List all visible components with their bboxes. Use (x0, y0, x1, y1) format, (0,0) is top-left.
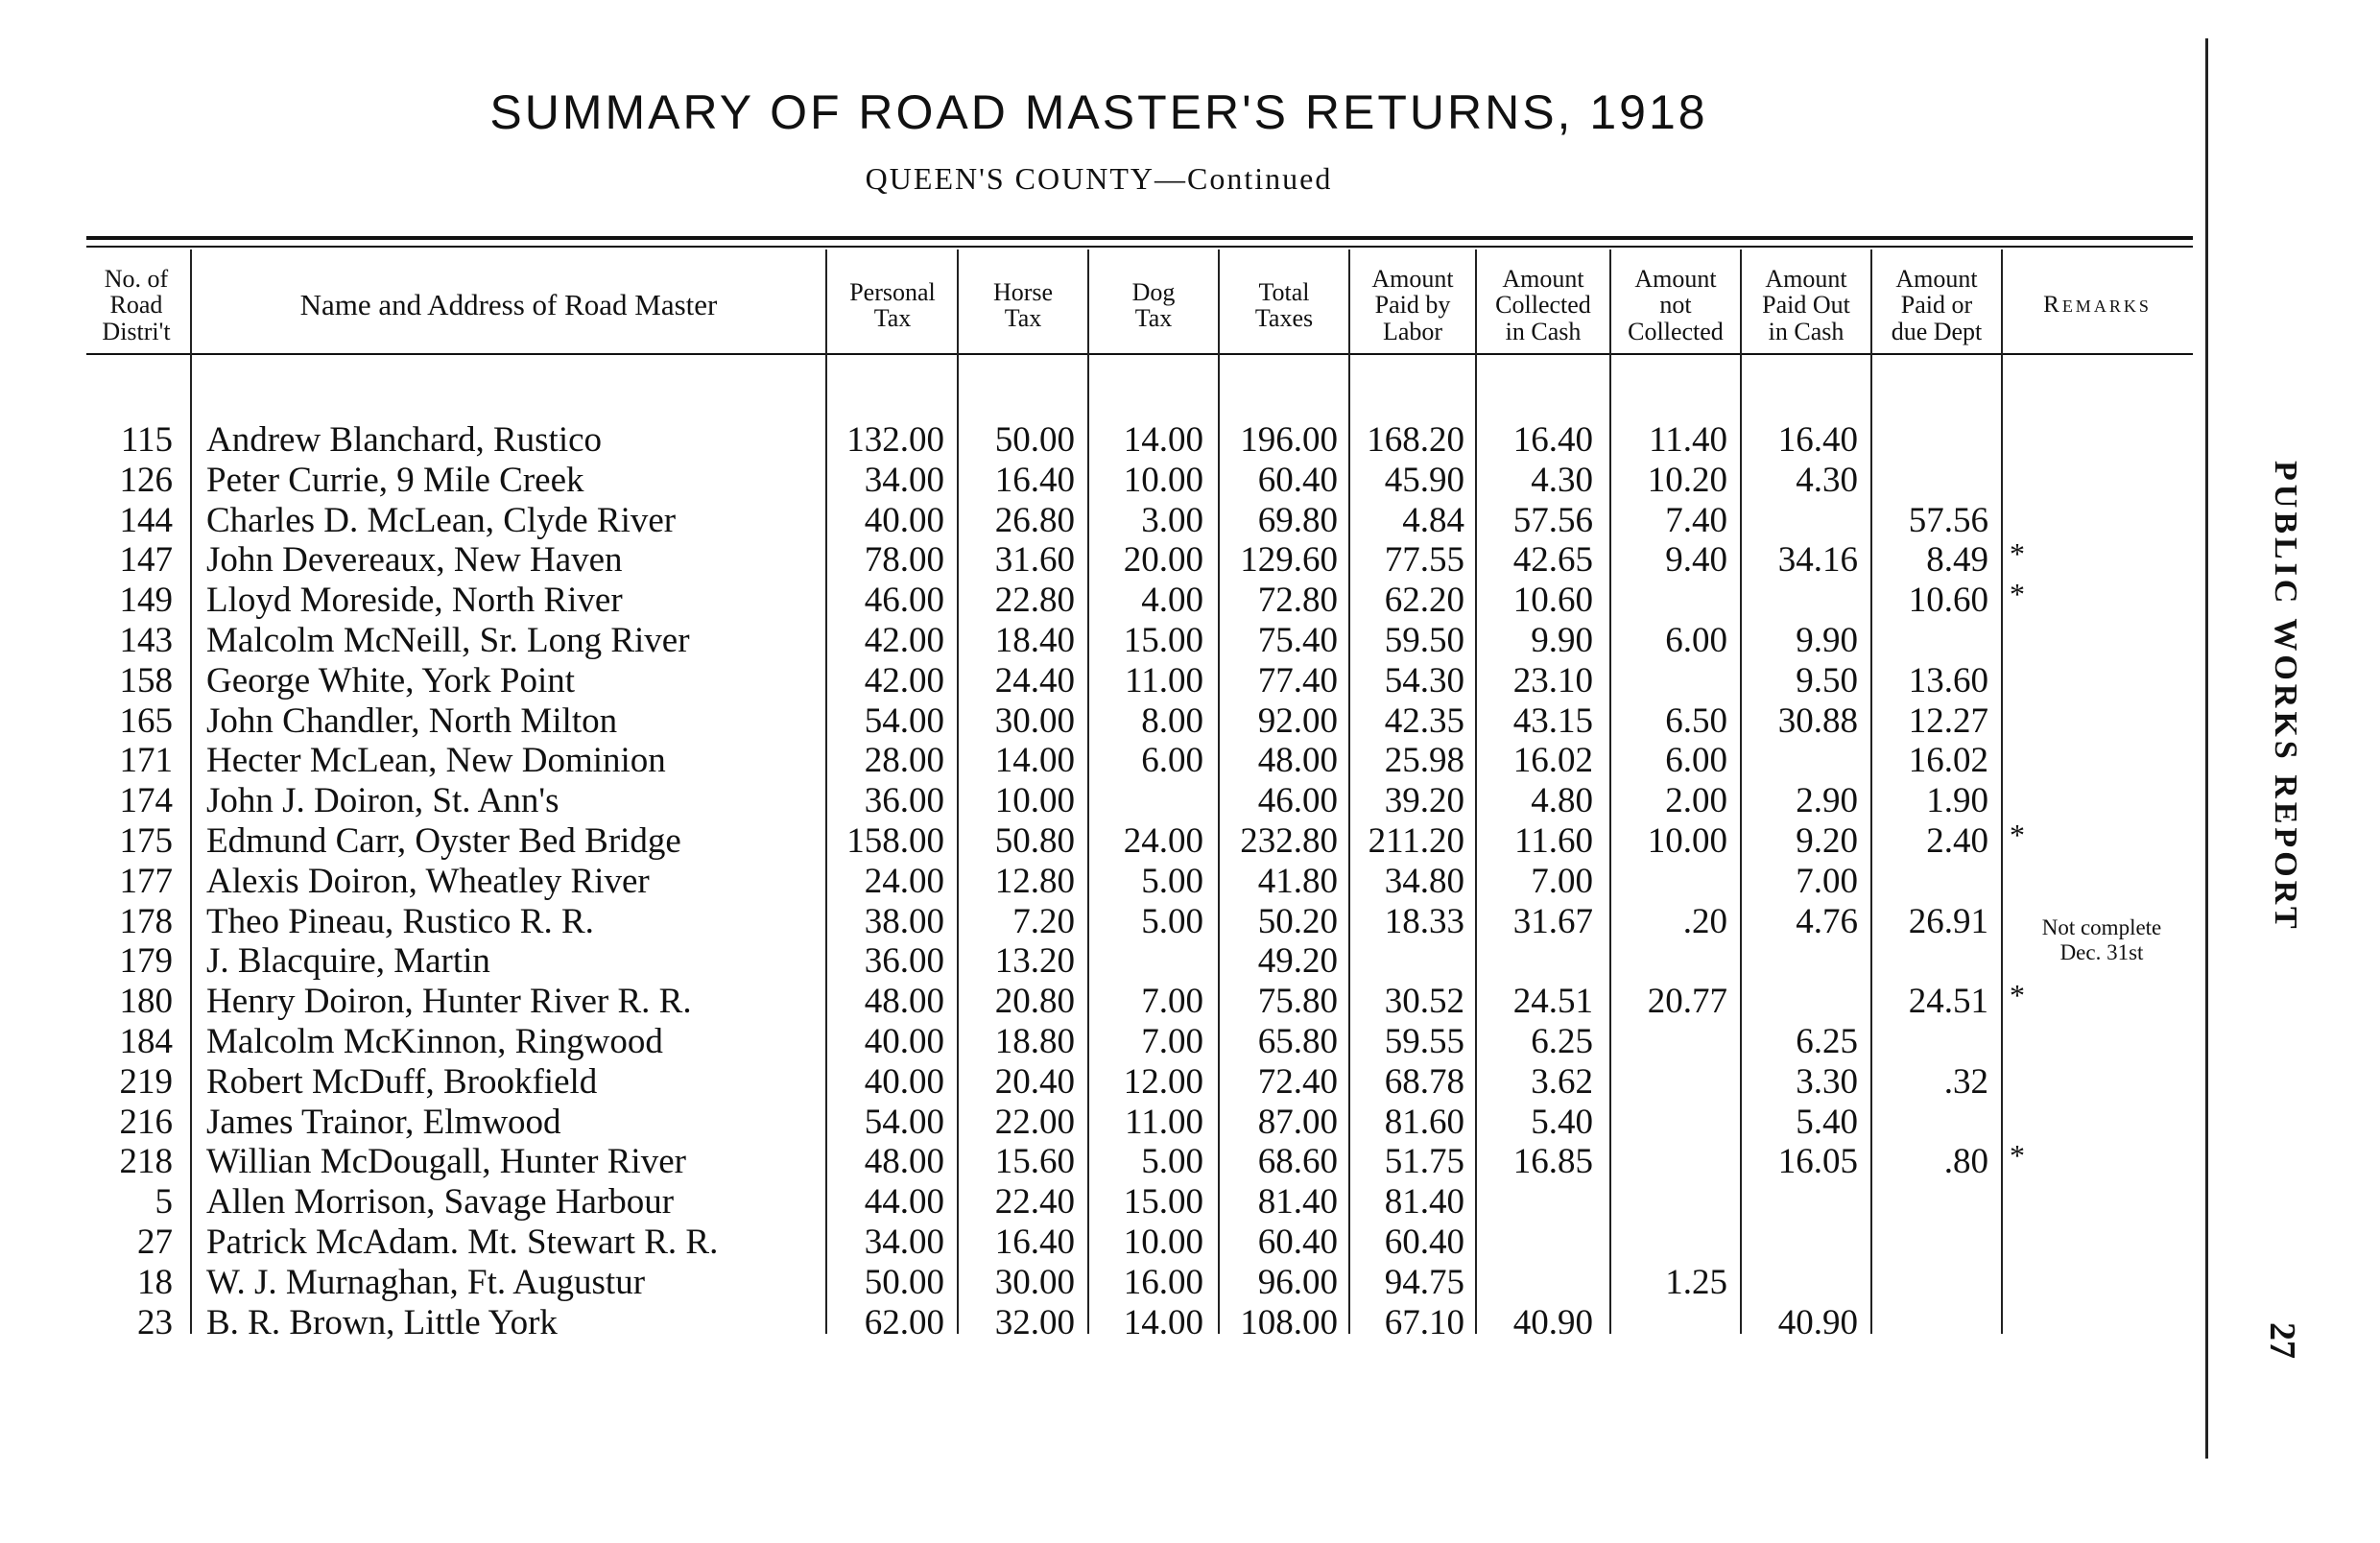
paid-out-cash-cell: 34.16 (1777, 540, 1858, 581)
horse-tax-cell: 32.00 (994, 1302, 1075, 1342)
not-collected-cell: 6.00 (1665, 741, 1727, 781)
road-master-cell: Peter Currie, 9 Mile Creek (206, 460, 584, 500)
personal-tax-cell: 42.00 (864, 621, 944, 660)
paid-by-labor-cell: 51.75 (1384, 1142, 1464, 1182)
district-cell: 180 (119, 982, 173, 1022)
road-master-cell: Patrick McAdam. Mt. Stewart R. R. (206, 1223, 719, 1262)
paid-by-labor-cell: 77.55 (1384, 540, 1464, 581)
district-cell: 184 (119, 1022, 173, 1061)
dog-tax-cell: 6.00 (1141, 741, 1203, 781)
district-cell: 219 (119, 1061, 173, 1102)
paid-by-labor-cell: 25.98 (1384, 741, 1464, 781)
district-cell: 144 (119, 500, 173, 540)
dog-tax-cell: 15.00 (1123, 1182, 1203, 1223)
horse-tax-cell: 22.40 (994, 1182, 1075, 1223)
collected-cash-cell (1476, 941, 1593, 982)
personal-tax-cell: 40.00 (864, 1061, 944, 1102)
total-taxes-cell: 60.40 (1257, 1223, 1338, 1262)
personal-tax-cell: 50.00 (864, 1262, 944, 1302)
not-collected-cell: .20 (1682, 901, 1727, 941)
not-collected-cell (1610, 1022, 1727, 1062)
total-taxes-cell: 60.40 (1257, 460, 1338, 500)
header-name: Name and Address of Road Master (299, 287, 718, 321)
paid-out-cash-cell (1741, 1263, 1858, 1303)
paid-out-cash-cell: 16.40 (1777, 420, 1858, 460)
road-master-cell: Lloyd Moreside, North River (206, 581, 623, 621)
road-master-cell: J. Blacquire, Martin (206, 941, 490, 982)
collected-cash-cell (1476, 1223, 1593, 1263)
dog-tax-cell: 20.00 (1123, 540, 1203, 581)
paid-by-labor-cell: 45.90 (1384, 460, 1464, 500)
horse-tax-cell: 20.40 (994, 1061, 1075, 1102)
personal-tax-cell: 34.00 (864, 1223, 944, 1262)
paid-out-cash-cell (1741, 941, 1858, 982)
paid-due-dept-cell (1871, 420, 1988, 461)
road-master-cell: Theo Pineau, Rustico R. R. (206, 901, 594, 941)
header-paid-due-dept: Amount Paid or due Dept (1891, 265, 1983, 345)
header-remarks: Remarks (2043, 291, 2152, 318)
header-paid-by-labor: Amount Paid by Labor (1371, 265, 1454, 345)
road-master-cell: Allen Morrison, Savage Harbour (206, 1182, 675, 1223)
personal-tax-cell: 38.00 (864, 901, 944, 941)
total-taxes-cell: 72.80 (1257, 581, 1338, 621)
paid-by-labor-cell: 60.40 (1384, 1223, 1464, 1262)
horse-tax-cell: 16.40 (994, 460, 1075, 500)
road-master-cell: Hecter McLean, New Dominion (206, 741, 666, 781)
paid-due-dept-cell: 26.91 (1908, 901, 1988, 941)
header-not-collected: Amount not Collected (1628, 265, 1724, 345)
paid-out-cash-cell: 6.25 (1796, 1022, 1858, 1061)
dog-tax-cell: 4.00 (1141, 581, 1203, 621)
collected-cash-cell: 7.00 (1531, 861, 1593, 901)
total-taxes-cell: 129.60 (1240, 540, 1338, 581)
header-district: No. of Road Distri't (102, 265, 171, 345)
road-master-cell: Robert McDuff, Brookfield (206, 1061, 598, 1102)
horse-tax-cell: 30.00 (994, 1262, 1075, 1302)
total-taxes-cell: 75.80 (1257, 982, 1338, 1022)
paid-by-labor-cell: 59.55 (1384, 1022, 1464, 1061)
horse-tax-cell: 16.40 (994, 1223, 1075, 1262)
horse-tax-cell: 22.00 (994, 1102, 1075, 1142)
paid-out-cash-cell: 9.20 (1796, 821, 1858, 861)
collected-cash-cell: 40.90 (1512, 1302, 1593, 1342)
dog-tax-cell: 12.00 (1123, 1061, 1203, 1102)
paid-due-dept-cell (1871, 941, 1988, 982)
paid-due-dept-cell: 2.40 (1926, 821, 1988, 861)
road-master-cell: Alexis Doiron, Wheatley River (206, 861, 650, 901)
header-dog-tax: Dog Tax (1131, 277, 1176, 332)
horse-tax-cell: 10.00 (994, 781, 1075, 821)
collected-cash-cell: 57.56 (1512, 500, 1593, 540)
total-taxes-cell: 92.00 (1257, 700, 1338, 741)
header-horse-tax: Horse Tax (992, 277, 1054, 332)
dog-tax-cell: 7.00 (1141, 982, 1203, 1022)
personal-tax-cell: 158.00 (846, 821, 944, 861)
top-rule-thin (86, 246, 2193, 248)
paid-by-labor-cell: 18.33 (1384, 901, 1464, 941)
not-collected-cell: 10.20 (1647, 460, 1727, 500)
not-collected-cell: 10.00 (1647, 821, 1727, 861)
dog-tax-cell: 10.00 (1123, 460, 1203, 500)
road-master-cell: W. J. Murnaghan, Ft. Augustur (206, 1262, 646, 1302)
remark-note: Not complete Dec. 31st (2041, 914, 2162, 964)
total-taxes-cell: 75.40 (1257, 621, 1338, 660)
not-collected-cell (1610, 1223, 1727, 1263)
divider-district (190, 249, 192, 1334)
personal-tax-cell: 48.00 (864, 1142, 944, 1182)
not-collected-cell: 7.40 (1665, 500, 1727, 540)
personal-tax-cell: 54.00 (864, 1102, 944, 1142)
paid-out-cash-cell: 4.76 (1796, 901, 1858, 941)
horse-tax-cell: 13.20 (994, 941, 1075, 982)
paid-due-dept-cell: 16.02 (1908, 741, 1988, 781)
dog-tax-cell: 8.00 (1141, 700, 1203, 741)
district-cell: 18 (137, 1262, 173, 1302)
collected-cash-cell: 23.10 (1512, 660, 1593, 700)
header-personal-tax: Personal Tax (849, 277, 936, 332)
total-taxes-cell: 65.80 (1257, 1022, 1338, 1061)
horse-tax-cell: 12.80 (994, 861, 1075, 901)
paid-out-cash-cell: 16.05 (1777, 1142, 1858, 1182)
district-cell: 5 (155, 1182, 173, 1223)
paid-by-labor-cell: 34.80 (1384, 861, 1464, 901)
road-master-cell: Henry Doiron, Hunter River R. R. (206, 982, 692, 1022)
paid-due-dept-cell: 57.56 (1908, 500, 1988, 540)
personal-tax-cell: 36.00 (864, 781, 944, 821)
paid-by-labor-cell: 30.52 (1384, 982, 1464, 1022)
horse-tax-cell: 50.00 (994, 420, 1075, 460)
total-taxes-cell: 46.00 (1257, 781, 1338, 821)
collected-cash-cell: 42.65 (1512, 540, 1593, 581)
header-rule (86, 353, 2193, 355)
horse-tax-cell: 24.40 (994, 660, 1075, 700)
district-cell: 147 (119, 540, 173, 581)
header-collected-cash: Amount Collected in Cash (1495, 265, 1591, 345)
total-taxes-cell: 196.00 (1240, 420, 1338, 460)
dog-tax-cell: 14.00 (1123, 420, 1203, 460)
dog-tax-cell: 14.00 (1123, 1302, 1203, 1342)
personal-tax-cell: 42.00 (864, 660, 944, 700)
paid-due-dept-cell (1871, 1303, 1988, 1343)
personal-tax-cell: 40.00 (864, 1022, 944, 1061)
personal-tax-cell: 36.00 (864, 941, 944, 982)
dog-tax-cell: 11.00 (1125, 660, 1203, 700)
header-total-taxes: Total Taxes (1254, 277, 1314, 332)
page-subtitle: QUEEN'S COUNTY—Continued (865, 161, 1333, 196)
paid-due-dept-cell (1871, 1223, 1988, 1263)
total-taxes-cell: 232.80 (1240, 821, 1338, 861)
not-collected-cell: 6.50 (1665, 700, 1727, 741)
collected-cash-cell: 10.60 (1512, 581, 1593, 621)
not-collected-cell (1610, 1303, 1727, 1343)
road-master-cell: John Chandler, North Milton (206, 700, 618, 741)
paid-out-cash-cell: 4.30 (1796, 460, 1858, 500)
collected-cash-cell: 16.85 (1512, 1142, 1593, 1182)
personal-tax-cell: 34.00 (864, 460, 944, 500)
personal-tax-cell: 28.00 (864, 741, 944, 781)
paid-out-cash-cell: 9.90 (1796, 621, 1858, 660)
paid-by-labor-cell: 81.60 (1384, 1102, 1464, 1142)
divider-paid-due (2001, 249, 2003, 1334)
paid-by-labor-cell: 59.50 (1384, 621, 1464, 660)
total-taxes-cell: 72.40 (1257, 1061, 1338, 1102)
collected-cash-cell: 31.67 (1512, 901, 1593, 941)
dog-tax-cell: 5.00 (1141, 1142, 1203, 1182)
district-cell: 27 (137, 1223, 173, 1262)
dog-tax-cell: 24.00 (1123, 821, 1203, 861)
paid-out-cash-cell: 9.50 (1796, 660, 1858, 700)
district-cell: 126 (119, 460, 173, 500)
top-rule-thick (86, 236, 2193, 240)
collected-cash-cell: 11.60 (1514, 821, 1593, 861)
collected-cash-cell: 5.40 (1531, 1102, 1593, 1142)
road-master-cell: B. R. Brown, Little York (206, 1302, 558, 1342)
paid-out-cash-cell (1741, 741, 1858, 781)
paid-out-cash-cell: 5.40 (1796, 1102, 1858, 1142)
not-collected-cell (1610, 862, 1727, 902)
total-taxes-cell: 87.00 (1257, 1102, 1338, 1142)
paid-by-labor-cell: 81.40 (1384, 1182, 1464, 1223)
not-collected-cell: 11.40 (1649, 420, 1727, 460)
paid-out-cash-cell: 30.88 (1777, 700, 1858, 741)
not-collected-cell (1610, 941, 1727, 982)
collected-cash-cell: 24.51 (1512, 982, 1593, 1022)
horse-tax-cell: 22.80 (994, 581, 1075, 621)
total-taxes-cell: 48.00 (1257, 741, 1338, 781)
dog-tax-cell: 16.00 (1123, 1262, 1203, 1302)
collected-cash-cell: 4.80 (1531, 781, 1593, 821)
paid-by-labor-cell: 211.20 (1368, 821, 1464, 861)
district-cell: 171 (119, 741, 173, 781)
district-cell: 175 (119, 821, 173, 861)
road-master-cell: Malcolm McNeill, Sr. Long River (206, 621, 690, 660)
paid-due-dept-cell: 12.27 (1908, 700, 1988, 741)
paid-due-dept-cell: 24.51 (1908, 982, 1988, 1022)
dog-tax-cell: 7.00 (1141, 1022, 1203, 1061)
paid-due-dept-cell: 8.49 (1926, 540, 1988, 581)
personal-tax-cell: 78.00 (864, 540, 944, 581)
header-paid-out-cash: Amount Paid Out in Cash (1762, 265, 1850, 345)
page-number: 27 (2262, 1322, 2302, 1359)
dog-tax-cell (1088, 781, 1203, 821)
paid-by-labor-cell: 4.84 (1402, 500, 1464, 540)
personal-tax-cell: 62.00 (864, 1302, 944, 1342)
paid-due-dept-cell: .80 (1943, 1142, 1988, 1182)
personal-tax-cell: 24.00 (864, 861, 944, 901)
collected-cash-cell (1476, 1263, 1593, 1303)
district-cell: 177 (119, 861, 173, 901)
dog-tax-cell: 11.00 (1125, 1102, 1203, 1142)
horse-tax-cell: 26.80 (994, 500, 1075, 540)
total-taxes-cell: 81.40 (1257, 1182, 1338, 1223)
personal-tax-cell: 54.00 (864, 700, 944, 741)
paid-by-labor-cell: 42.35 (1384, 700, 1464, 741)
road-master-cell: Andrew Blanchard, Rustico (206, 420, 603, 460)
horse-tax-cell: 50.80 (994, 821, 1075, 861)
horse-tax-cell: 31.60 (994, 540, 1075, 581)
page-margin-line (2205, 38, 2208, 1459)
paid-due-dept-cell (1871, 1182, 1988, 1223)
paid-due-dept-cell (1871, 1103, 1988, 1143)
not-collected-cell: 9.40 (1665, 540, 1727, 581)
personal-tax-cell: 40.00 (864, 500, 944, 540)
horse-tax-cell: 30.00 (994, 700, 1075, 741)
collected-cash-cell: 16.40 (1512, 420, 1593, 460)
district-cell: 218 (119, 1142, 173, 1182)
remark-asterisk: * (2010, 1138, 2025, 1174)
running-header: PUBLIC WORKS REPORT (2268, 461, 2303, 933)
paid-by-labor-cell: 54.30 (1384, 660, 1464, 700)
road-master-cell: Willian McDougall, Hunter River (206, 1142, 686, 1182)
road-master-cell: George White, York Point (206, 660, 576, 700)
total-taxes-cell: 49.20 (1257, 941, 1338, 982)
not-collected-cell: 6.00 (1665, 621, 1727, 660)
not-collected-cell: 2.00 (1665, 781, 1727, 821)
total-taxes-cell: 108.00 (1240, 1302, 1338, 1342)
road-master-cell: Malcolm McKinnon, Ringwood (206, 1022, 663, 1061)
dog-tax-cell (1088, 941, 1203, 982)
total-taxes-cell: 77.40 (1257, 660, 1338, 700)
district-cell: 149 (119, 581, 173, 621)
paid-by-labor-cell: 67.10 (1384, 1302, 1464, 1342)
paid-out-cash-cell (1741, 1182, 1858, 1223)
horse-tax-cell: 7.20 (1012, 901, 1075, 941)
not-collected-cell: 1.25 (1665, 1262, 1727, 1302)
paid-out-cash-cell (1741, 501, 1858, 541)
collected-cash-cell: 6.25 (1531, 1022, 1593, 1061)
paid-due-dept-cell: .32 (1943, 1061, 1988, 1102)
not-collected-cell: 20.77 (1647, 982, 1727, 1022)
collected-cash-cell: 4.30 (1531, 460, 1593, 500)
paid-due-dept-cell (1871, 1022, 1988, 1062)
road-master-cell: James Trainor, Elmwood (206, 1102, 561, 1142)
total-taxes-cell: 96.00 (1257, 1262, 1338, 1302)
paid-due-dept-cell (1871, 621, 1988, 661)
paid-out-cash-cell: 7.00 (1796, 861, 1858, 901)
paid-by-labor-cell: 168.20 (1367, 420, 1464, 460)
personal-tax-cell: 132.00 (846, 420, 944, 460)
remark-asterisk: * (2010, 818, 2025, 852)
paid-out-cash-cell: 40.90 (1777, 1302, 1858, 1342)
paid-due-dept-cell (1871, 862, 1988, 902)
remark-asterisk: * (2010, 536, 2025, 572)
paid-by-labor-cell: 94.75 (1384, 1262, 1464, 1302)
district-cell: 165 (119, 700, 173, 741)
paid-by-labor-cell (1349, 941, 1464, 982)
collected-cash-cell (1476, 1182, 1593, 1223)
personal-tax-cell: 44.00 (864, 1182, 944, 1223)
district-cell: 179 (119, 941, 173, 982)
collected-cash-cell: 9.90 (1531, 621, 1593, 660)
paid-out-cash-cell: 2.90 (1796, 781, 1858, 821)
paid-by-labor-cell: 68.78 (1384, 1061, 1464, 1102)
paid-out-cash-cell (1741, 581, 1858, 621)
horse-tax-cell: 18.80 (994, 1022, 1075, 1061)
dog-tax-cell: 3.00 (1141, 500, 1203, 540)
road-master-cell: John Devereaux, New Haven (206, 540, 623, 581)
personal-tax-cell: 48.00 (864, 982, 944, 1022)
remark-asterisk: * (2010, 577, 2025, 612)
district-cell: 23 (137, 1302, 173, 1342)
not-collected-cell (1610, 1062, 1727, 1103)
dog-tax-cell: 5.00 (1141, 861, 1203, 901)
not-collected-cell (1610, 1103, 1727, 1143)
not-collected-cell (1610, 581, 1727, 621)
not-collected-cell (1610, 661, 1727, 701)
horse-tax-cell: 14.00 (994, 741, 1075, 781)
road-master-cell: John J. Doiron, St. Ann's (206, 781, 559, 821)
personal-tax-cell: 46.00 (864, 581, 944, 621)
district-cell: 158 (119, 660, 173, 700)
not-collected-cell (1610, 1182, 1727, 1223)
total-taxes-cell: 68.60 (1257, 1142, 1338, 1182)
collected-cash-cell: 43.15 (1512, 700, 1593, 741)
district-cell: 174 (119, 781, 173, 821)
paid-by-labor-cell: 39.20 (1384, 781, 1464, 821)
dog-tax-cell: 15.00 (1123, 621, 1203, 660)
paid-due-dept-cell: 13.60 (1908, 660, 1988, 700)
paid-due-dept-cell (1871, 1263, 1988, 1303)
total-taxes-cell: 41.80 (1257, 861, 1338, 901)
paid-out-cash-cell: 3.30 (1796, 1061, 1858, 1102)
dog-tax-cell: 5.00 (1141, 901, 1203, 941)
collected-cash-cell: 16.02 (1512, 741, 1593, 781)
district-cell: 143 (119, 621, 173, 660)
dog-tax-cell: 10.00 (1123, 1223, 1203, 1262)
paid-due-dept-cell (1871, 461, 1988, 501)
paid-out-cash-cell (1741, 982, 1858, 1022)
road-master-cell: Edmund Carr, Oyster Bed Bridge (206, 821, 681, 861)
horse-tax-cell: 18.40 (994, 621, 1075, 660)
horse-tax-cell: 15.60 (994, 1142, 1075, 1182)
road-master-cell: Charles D. McLean, Clyde River (206, 500, 677, 540)
paid-due-dept-cell: 10.60 (1908, 581, 1988, 621)
district-cell: 115 (120, 420, 173, 460)
total-taxes-cell: 50.20 (1257, 901, 1338, 941)
paid-due-dept-cell: 1.90 (1926, 781, 1988, 821)
total-taxes-cell: 69.80 (1257, 500, 1338, 540)
remark-asterisk: * (2010, 978, 2025, 1013)
not-collected-cell (1610, 1142, 1727, 1182)
district-cell: 216 (119, 1102, 173, 1142)
horse-tax-cell: 20.80 (994, 982, 1075, 1022)
paid-by-labor-cell: 62.20 (1384, 581, 1464, 621)
district-cell: 178 (119, 901, 173, 941)
page-title: SUMMARY OF ROAD MASTER'S RETURNS, 1918 (489, 85, 1708, 139)
paid-out-cash-cell (1741, 1223, 1858, 1263)
collected-cash-cell: 3.62 (1531, 1061, 1593, 1102)
